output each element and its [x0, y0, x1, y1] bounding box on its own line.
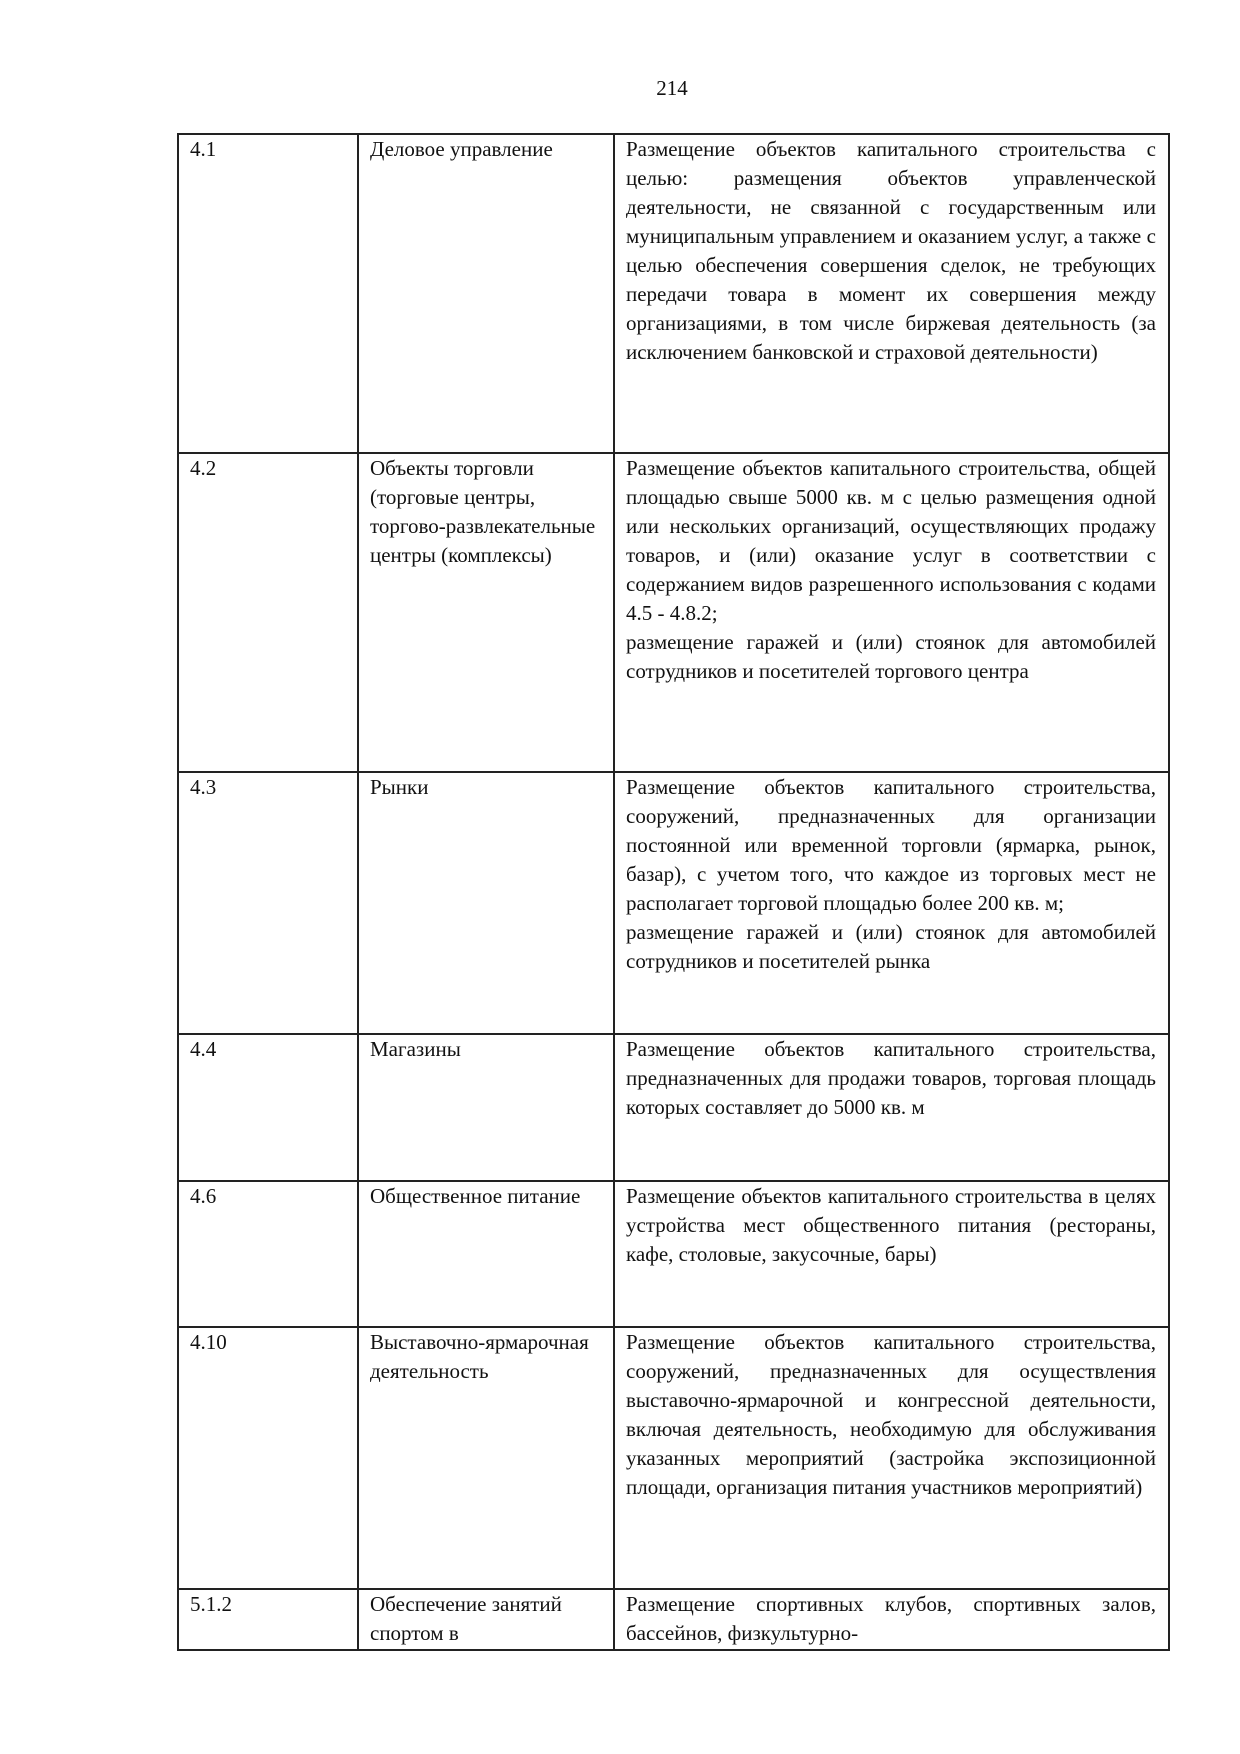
use-description [614, 134, 1169, 453]
use-code: 4.10 [178, 1327, 358, 1589]
table-row [178, 1034, 1169, 1181]
use-description [614, 1327, 1169, 1589]
table-row [178, 772, 1169, 1034]
description-paragraph: размещение гаражей и (или) стоянок для автомобилей сотрудников и посетителей рынка [626, 920, 1156, 973]
use-name: Общественное питание [358, 1181, 614, 1327]
description-paragraph: Размещение объектов капитального строительства, общей площадью свыше 5000 кв. м с целью размещения одной или нескольких организаций, осуществляющих продажу товаров, и (или) оказание услуг в соответствии с содержанием видов разрешенного использования с кодами 4.5 - 4.8.2; [626, 456, 1156, 625]
description-paragraph: Размещение объектов капитального строительства в целях устройства мест общественного питания (рестораны, кафе, столовые, закусочные, бары) [626, 1184, 1156, 1266]
use-code: 4.2 [178, 453, 358, 772]
page-number: 214 [656, 76, 688, 100]
use-description [614, 1034, 1169, 1181]
land-use-table [177, 133, 1170, 1651]
use-name [358, 453, 614, 772]
table-row [178, 453, 1169, 772]
table-row [178, 134, 1169, 453]
use-description [614, 1181, 1169, 1327]
use-code: 4.4 [178, 1034, 358, 1181]
description-paragraph: Размещение объектов капитального строительства, сооружений, предназначенных для организации постоянной или временной торговли (ярмарка, рынок, базар), с учетом того, что каждое из торговых мест не располагает торговой площадью более 200 кв. м; [626, 775, 1156, 915]
table-row [178, 1327, 1169, 1589]
use-name: Деловое управление [358, 134, 614, 453]
description-paragraph: размещение гаражей и (или) стоянок для автомобилей сотрудников и посетителей торгового центра [626, 630, 1156, 683]
description-paragraph: Размещение объектов капитального строительства с целью: размещения объектов управленческой деятельности, не связанной с государственным или муниципальным управлением и оказанием услуг, а также с целью обеспечения совершения сделок, не требующих передачи товара в момент их совершения между организациями, в том числе биржевая деятельность (за исключением банковской и страховой деятельности) [626, 137, 1156, 364]
description-paragraph: Размещение объектов капитального строительства, предназначенных для продажи товаров, торговая площадь которых составляет до 5000 кв. м [626, 1037, 1156, 1119]
use-code: 4.3 [178, 772, 358, 1034]
table-row [178, 1589, 1169, 1650]
use-description [614, 772, 1169, 1034]
use-name: Магазины [358, 1034, 614, 1181]
use-code: 4.1 [178, 134, 358, 453]
table-row [178, 1181, 1169, 1327]
use-description [614, 1589, 1169, 1650]
use-code: 4.6 [178, 1181, 358, 1327]
description-paragraph: Размещение спортивных клубов, спортивных залов, бассейнов, физкультурно- [626, 1592, 1156, 1645]
use-code: 5.1.2 [178, 1589, 358, 1650]
description-paragraph: Размещение объектов капитального строительства, сооружений, предназначенных для осуществления выставочно-ярмарочной и конгрессной деятельности, включая деятельность, необходимую для обслуживания указанных мероприятий (застройка экспозиционной площади, организация питания участников мероприятий) [626, 1330, 1156, 1499]
use-description [614, 453, 1169, 772]
use-name: Выставочно-ярмарочная деятельность [358, 1327, 614, 1589]
use-name-text: Объекты торговли (торговые центры, торгово-развлекательные центры (комплексы) [370, 456, 596, 567]
use-name: Обеспечение занятий спортом в [358, 1589, 614, 1650]
use-name: Рынки [358, 772, 614, 1034]
